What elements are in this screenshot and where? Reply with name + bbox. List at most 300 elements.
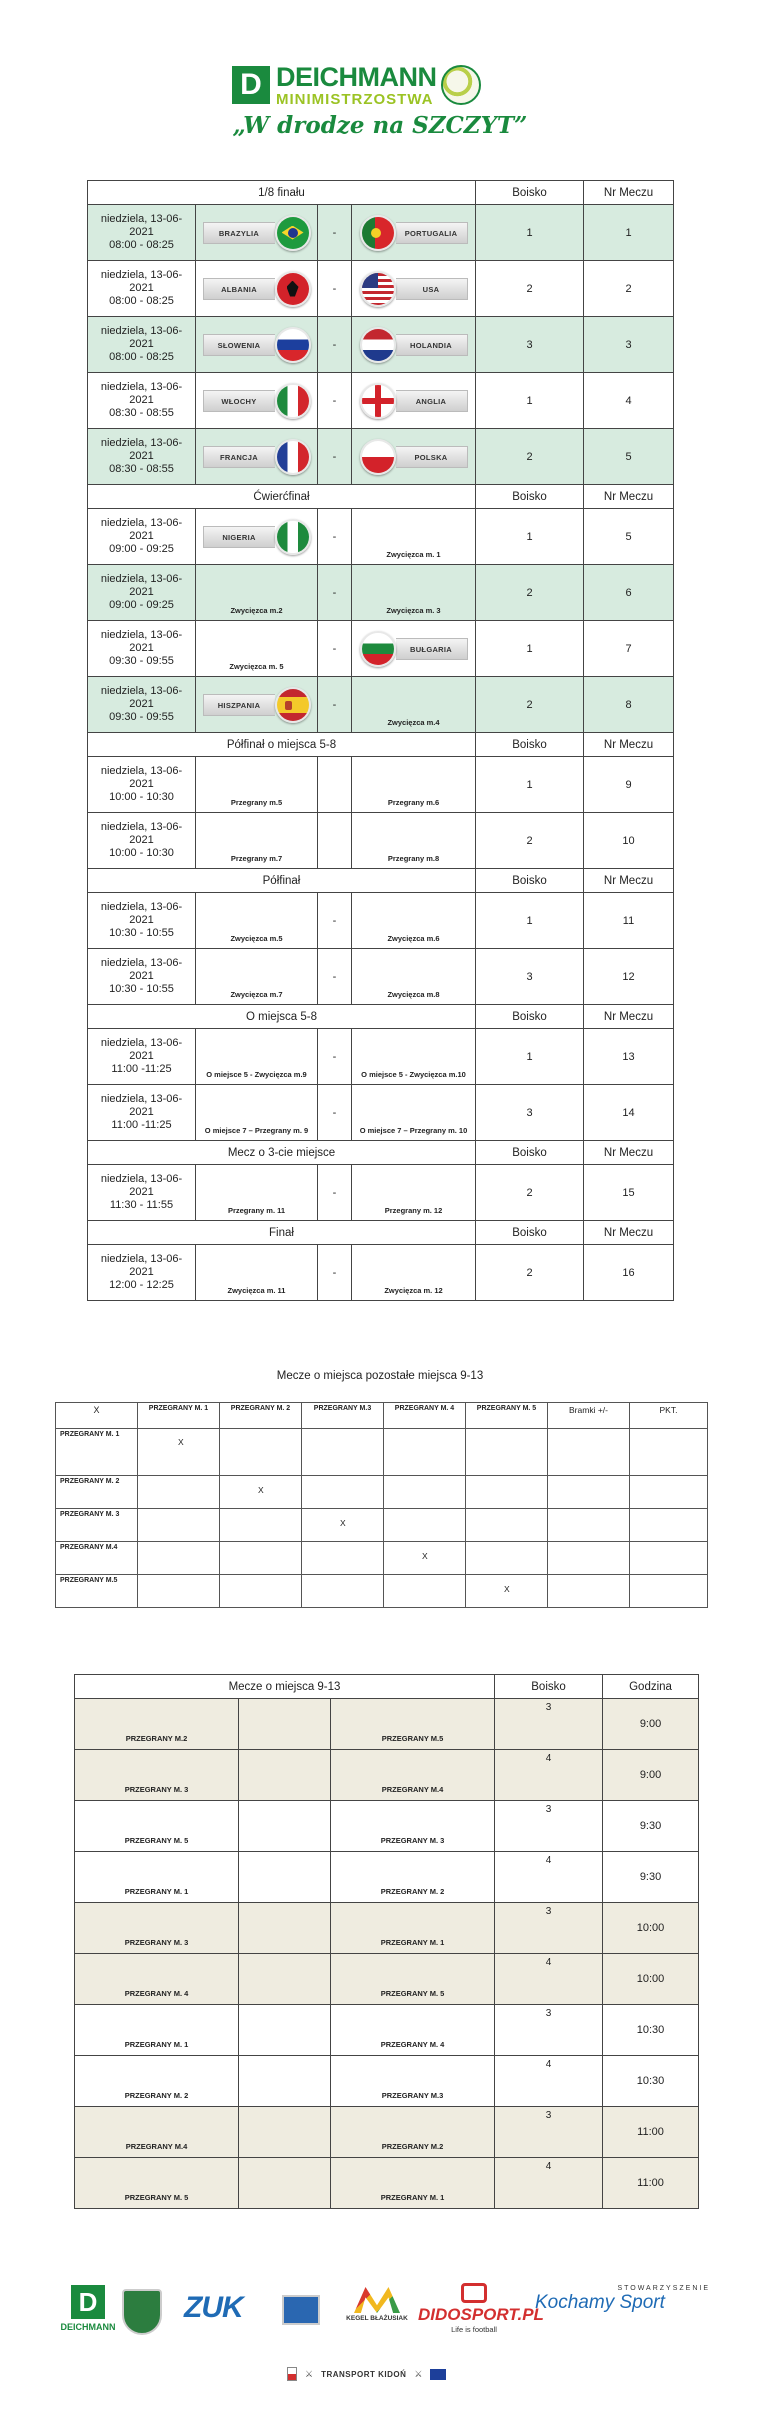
away-team-cell bbox=[352, 813, 476, 869]
placement-pitch: 3 bbox=[545, 1906, 552, 1917]
home-team-cell bbox=[196, 949, 318, 1005]
placement-pitch: 3 bbox=[545, 2110, 552, 2121]
match-number: 7 bbox=[584, 621, 674, 677]
match-day: niedziela, 13-06- bbox=[100, 957, 183, 969]
placement-pitch-cell bbox=[495, 1699, 603, 1750]
placement-home: PRZEGRANY M. 2 bbox=[124, 2091, 189, 2100]
home-team-name: HISZPANIA bbox=[203, 694, 275, 716]
away-team-cell bbox=[352, 565, 476, 621]
round-robin-row bbox=[56, 1542, 708, 1575]
placement-away-cell bbox=[331, 2005, 495, 2056]
home-placeholder: Zwycięzca m.2 bbox=[230, 606, 283, 615]
match-row bbox=[88, 565, 674, 621]
home-team-cell bbox=[196, 893, 318, 949]
match-number: 2 bbox=[584, 261, 674, 317]
match-row bbox=[88, 621, 674, 677]
match-day: niedziela, 13-06- bbox=[100, 1253, 183, 1265]
col-pitch-header: Boisko bbox=[476, 1005, 584, 1029]
away-team-name: USA bbox=[396, 278, 468, 300]
football-icon bbox=[441, 65, 481, 105]
bracket-table bbox=[87, 180, 674, 1301]
col-pitch-header: Boisko bbox=[476, 1141, 584, 1165]
match-day: niedziela, 13-06- bbox=[100, 213, 183, 225]
didosport-domain: .PL bbox=[517, 2305, 544, 2324]
round-robin-row bbox=[56, 1476, 708, 1509]
rr-cell bbox=[466, 1476, 548, 1509]
home-team-name: BRAZYLIA bbox=[203, 222, 275, 244]
kegel-label: KEGEL BŁAŻUSIAK bbox=[346, 2315, 408, 2322]
placement-time: 10:00 bbox=[603, 1903, 699, 1954]
match-year: 2021 bbox=[129, 338, 154, 350]
rr-cell bbox=[384, 1575, 466, 1608]
rr-cell bbox=[466, 1542, 548, 1575]
rr-cell-goals bbox=[548, 1429, 630, 1476]
placement-time: 10:00 bbox=[603, 1954, 699, 2005]
home-placeholder: Zwycięzca m.7 bbox=[230, 990, 283, 999]
match-number: 12 bbox=[584, 949, 674, 1005]
match-year: 2021 bbox=[129, 394, 154, 406]
versus-dash: - bbox=[318, 373, 352, 429]
col-match-header: Nr Meczu bbox=[584, 733, 674, 757]
placement-home-cell bbox=[75, 1699, 239, 1750]
club-crest-icon bbox=[122, 2289, 162, 2335]
placement-away: PRZEGRANY M. 1 bbox=[380, 1938, 445, 1947]
deichmann-mark: D bbox=[71, 2285, 105, 2319]
placement-pitch-cell bbox=[495, 1750, 603, 1801]
match-row bbox=[88, 677, 674, 733]
placement-time: 9:00 bbox=[603, 1699, 699, 1750]
match-year: 2021 bbox=[129, 1186, 154, 1198]
transport-label: TRANSPORT KIDOŃ bbox=[321, 2369, 407, 2379]
brand-letter: D bbox=[232, 66, 270, 104]
placement-pitch: 4 bbox=[545, 1957, 552, 1968]
round-robin-row bbox=[56, 1575, 708, 1608]
match-pitch: 1 bbox=[476, 1029, 584, 1085]
placement-away-cell bbox=[331, 1903, 495, 1954]
rr-col-team: PRZEGRANY M. 1 bbox=[138, 1403, 220, 1429]
placement-gap bbox=[239, 1852, 331, 1903]
match-day: niedziela, 13-06- bbox=[100, 437, 183, 449]
versus-dash: - bbox=[318, 261, 352, 317]
away-team-cell bbox=[352, 757, 476, 813]
placement-home-cell bbox=[75, 1750, 239, 1801]
match-pitch: 2 bbox=[476, 1165, 584, 1221]
away-team-cell bbox=[352, 893, 476, 949]
away-team bbox=[352, 317, 475, 372]
match-time: 10:30 - 10:55 bbox=[109, 927, 174, 939]
match-number: 6 bbox=[584, 565, 674, 621]
placement-col-pitch: Boisko bbox=[495, 1675, 603, 1699]
home-team-cell bbox=[196, 565, 318, 621]
portugal-flag-icon bbox=[360, 215, 396, 251]
col-pitch-header: Boisko bbox=[476, 1221, 584, 1245]
match-row bbox=[88, 1165, 674, 1221]
versus-dash: - bbox=[318, 205, 352, 261]
match-row bbox=[88, 1245, 674, 1301]
versus-dash bbox=[318, 757, 352, 813]
rr-cell-points bbox=[630, 1476, 708, 1509]
home-team-name: FRANCJA bbox=[203, 446, 275, 468]
kochamy-label: Kochamy Sport bbox=[535, 2292, 665, 2313]
match-day: niedziela, 13-06- bbox=[100, 325, 183, 337]
match-year: 2021 bbox=[129, 1106, 154, 1118]
placement-time: 9:30 bbox=[603, 1801, 699, 1852]
round-robin-row bbox=[56, 1429, 708, 1476]
didosport-name: DIDOSPORT bbox=[418, 2305, 518, 2324]
rr-cell-goals bbox=[548, 1509, 630, 1542]
match-row bbox=[88, 261, 674, 317]
match-pitch: 2 bbox=[476, 813, 584, 869]
rr-cell bbox=[220, 1575, 302, 1608]
home-placeholder: O miejsce 5 - Zwycięzca m.9 bbox=[206, 1070, 307, 1079]
match-time: 08:30 - 08:55 bbox=[109, 407, 174, 419]
versus-dash: - bbox=[318, 317, 352, 373]
rr-cell bbox=[302, 1575, 384, 1608]
home-placeholder: Zwycięzca m. 5 bbox=[229, 662, 284, 671]
placement-row bbox=[75, 1801, 699, 1852]
sponsor-club-crest bbox=[122, 2289, 162, 2335]
placement-pitch-cell bbox=[495, 2158, 603, 2209]
home-placeholder: Przegrany m. 11 bbox=[227, 1206, 286, 1215]
versus-dash: - bbox=[318, 509, 352, 565]
placement-away: PRZEGRANY M. 5 bbox=[380, 1989, 445, 1998]
slogan: „W drodze na SZCZYT” bbox=[232, 112, 528, 139]
rr-cell bbox=[220, 1509, 302, 1542]
versus-dash: - bbox=[318, 621, 352, 677]
match-pitch: 1 bbox=[476, 757, 584, 813]
placement-away-cell bbox=[331, 2107, 495, 2158]
didosport-label bbox=[418, 2305, 544, 2325]
brazil-flag-icon bbox=[275, 215, 311, 251]
placement-pitch-cell bbox=[495, 1903, 603, 1954]
rr-cell-goals bbox=[548, 1476, 630, 1509]
versus-dash: - bbox=[318, 1029, 352, 1085]
away-placeholder: O miejsce 5 - Zwycięzca m.10 bbox=[361, 1070, 466, 1079]
nigeria-flag-icon bbox=[275, 519, 311, 555]
match-pitch: 2 bbox=[476, 565, 584, 621]
away-placeholder: Przegrany m. 12 bbox=[384, 1206, 443, 1215]
placement-home: PRZEGRANY M. 1 bbox=[124, 2040, 189, 2049]
match-time: 12:00 - 12:25 bbox=[109, 1279, 174, 1291]
home-placeholder: Zwycięzca m. 11 bbox=[227, 1286, 286, 1295]
placement-away: PRZEGRANY M.4 bbox=[381, 1785, 444, 1794]
placement-away: PRZEGRANY M.5 bbox=[381, 1734, 444, 1743]
match-year: 2021 bbox=[129, 1050, 154, 1062]
match-year: 2021 bbox=[129, 282, 154, 294]
match-number: 1 bbox=[584, 205, 674, 261]
match-year: 2021 bbox=[129, 530, 154, 542]
section-title: Mecz o 3-cie miejsce bbox=[88, 1141, 476, 1165]
rr-cell bbox=[138, 1575, 220, 1608]
placement-pitch-cell bbox=[495, 2005, 603, 2056]
match-year: 2021 bbox=[129, 778, 154, 790]
home-team-cell bbox=[196, 509, 318, 565]
match-pitch: 1 bbox=[476, 893, 584, 949]
albania-flag-icon bbox=[275, 271, 311, 307]
sponsor-zuk: ZUK bbox=[184, 2291, 243, 2324]
match-time: 09:30 - 09:55 bbox=[109, 655, 174, 667]
match-row bbox=[88, 757, 674, 813]
rr-cell-points bbox=[630, 1542, 708, 1575]
home-team-name: SŁOWENIA bbox=[203, 334, 275, 356]
bulgaria-flag-icon bbox=[360, 631, 396, 667]
match-pitch: 1 bbox=[476, 205, 584, 261]
rr-cell-blocked: X bbox=[466, 1575, 548, 1608]
home-team-cell bbox=[196, 1245, 318, 1301]
placement-away: PRZEGRANY M. 4 bbox=[380, 2040, 445, 2049]
match-date bbox=[88, 677, 196, 733]
rr-cell bbox=[302, 1429, 384, 1476]
rr-cell-goals bbox=[548, 1542, 630, 1575]
match-pitch: 2 bbox=[476, 429, 584, 485]
away-team-cell bbox=[352, 317, 476, 373]
col-match-header: Nr Meczu bbox=[584, 1005, 674, 1029]
match-row bbox=[88, 1085, 674, 1141]
home-team bbox=[196, 317, 317, 372]
section-title: O miejsca 5-8 bbox=[88, 1005, 476, 1029]
eu-flag-icon bbox=[430, 2369, 446, 2380]
col-pitch-header: Boisko bbox=[476, 869, 584, 893]
match-pitch: 2 bbox=[476, 677, 584, 733]
match-time: 08:00 - 08:25 bbox=[109, 239, 174, 251]
placement-away: PRZEGRANY M.2 bbox=[381, 2142, 444, 2151]
match-day: niedziela, 13-06- bbox=[100, 765, 183, 777]
home-team-name: ALBANIA bbox=[203, 278, 275, 300]
placement-home-cell bbox=[75, 1903, 239, 1954]
placement-header bbox=[75, 1675, 699, 1699]
placement-col-time: Godzina bbox=[603, 1675, 699, 1699]
kochamy-top: STOWARZYSZENIE bbox=[617, 2285, 710, 2292]
match-number: 3 bbox=[584, 317, 674, 373]
placement-away: PRZEGRANY M. 3 bbox=[380, 1836, 445, 1845]
away-placeholder: Przegrany m.6 bbox=[387, 798, 440, 807]
match-day: niedziela, 13-06- bbox=[100, 685, 183, 697]
rr-row-team: PRZEGRANY M. 1 bbox=[56, 1429, 138, 1476]
away-team bbox=[352, 429, 475, 484]
placement-home-cell bbox=[75, 2107, 239, 2158]
versus-dash: - bbox=[318, 1165, 352, 1221]
rr-row-team: PRZEGRANY M.5 bbox=[56, 1575, 138, 1608]
section-title: Półfinał bbox=[88, 869, 476, 893]
match-number: 9 bbox=[584, 757, 674, 813]
placement-away-cell bbox=[331, 2056, 495, 2107]
didosport-icon bbox=[461, 2283, 487, 2303]
placement-row bbox=[75, 1699, 699, 1750]
col-pitch-header: Boisko bbox=[476, 485, 584, 509]
match-number: 13 bbox=[584, 1029, 674, 1085]
away-team-cell bbox=[352, 1245, 476, 1301]
rr-row-team: PRZEGRANY M.4 bbox=[56, 1542, 138, 1575]
placement-pitch-cell bbox=[495, 1852, 603, 1903]
placement-pitch-cell bbox=[495, 2107, 603, 2158]
match-date bbox=[88, 373, 196, 429]
deichmann-label: DEICHMANN bbox=[60, 2322, 116, 2332]
rr-cell bbox=[220, 1542, 302, 1575]
match-time: 09:00 - 09:25 bbox=[109, 543, 174, 555]
section-header-row bbox=[88, 733, 674, 757]
match-number: 16 bbox=[584, 1245, 674, 1301]
rr-col-points: PKT. bbox=[630, 1403, 708, 1429]
versus-dash: - bbox=[318, 1245, 352, 1301]
rr-cell-blocked: X bbox=[384, 1542, 466, 1575]
match-day: niedziela, 13-06- bbox=[100, 1037, 183, 1049]
versus-dash: - bbox=[318, 1085, 352, 1141]
match-year: 2021 bbox=[129, 586, 154, 598]
match-day: niedziela, 13-06- bbox=[100, 381, 183, 393]
sponsor-kochamy-sport bbox=[535, 2285, 710, 2314]
placement-home: PRZEGRANY M. 1 bbox=[124, 1887, 189, 1896]
didosport-tagline: Life is football bbox=[451, 2325, 497, 2334]
col-pitch-header: Boisko bbox=[476, 733, 584, 757]
home-team-cell bbox=[196, 317, 318, 373]
match-date bbox=[88, 621, 196, 677]
rr-cell bbox=[138, 1542, 220, 1575]
match-day: niedziela, 13-06- bbox=[100, 629, 183, 641]
away-team-name: PORTUGALIA bbox=[396, 222, 468, 244]
match-pitch: 1 bbox=[476, 509, 584, 565]
away-team-name: ANGLIA bbox=[396, 390, 468, 412]
away-team bbox=[352, 261, 475, 316]
england-flag-icon bbox=[360, 383, 396, 419]
match-pitch: 1 bbox=[476, 373, 584, 429]
placement-home: PRZEGRANY M. 3 bbox=[124, 1938, 189, 1947]
away-team-cell bbox=[352, 205, 476, 261]
placement-pitch: 4 bbox=[545, 1855, 552, 1866]
sponsor-didosport bbox=[418, 2283, 544, 2334]
match-date bbox=[88, 1029, 196, 1085]
match-number: 14 bbox=[584, 1085, 674, 1141]
away-team-cell bbox=[352, 621, 476, 677]
match-year: 2021 bbox=[129, 970, 154, 982]
round-robin-title: Mecze o miejsca pozostałe miejsca 9-13 bbox=[276, 1370, 484, 1382]
home-team bbox=[196, 261, 317, 316]
away-placeholder: Zwycięzca m. 12 bbox=[384, 1286, 443, 1295]
match-day: niedziela, 13-06- bbox=[100, 901, 183, 913]
match-row bbox=[88, 1029, 674, 1085]
match-time: 08:00 - 08:25 bbox=[109, 295, 174, 307]
match-pitch: 2 bbox=[476, 261, 584, 317]
match-time: 10:00 - 10:30 bbox=[109, 791, 174, 803]
placement-home-cell bbox=[75, 1801, 239, 1852]
versus-dash: - bbox=[318, 677, 352, 733]
match-day: niedziela, 13-06- bbox=[100, 517, 183, 529]
home-placeholder: Przegrany m.7 bbox=[230, 854, 283, 863]
match-number: 8 bbox=[584, 677, 674, 733]
placement-away-cell bbox=[331, 1954, 495, 2005]
placement-row bbox=[75, 2056, 699, 2107]
usa-flag-icon bbox=[360, 271, 396, 307]
section-header-row bbox=[88, 1005, 674, 1029]
home-team bbox=[196, 677, 317, 732]
placement-away: PRZEGRANY M.3 bbox=[381, 2091, 444, 2100]
placement-gap bbox=[239, 2158, 331, 2209]
placement-time: 10:30 bbox=[603, 2005, 699, 2056]
spain-flag-icon bbox=[275, 687, 311, 723]
section-title: Półfinał o miejsca 5-8 bbox=[88, 733, 476, 757]
placement-away: PRZEGRANY M. 2 bbox=[380, 1887, 445, 1896]
match-number: 4 bbox=[584, 373, 674, 429]
rr-cell bbox=[138, 1509, 220, 1542]
versus-dash: - bbox=[318, 949, 352, 1005]
placement-time: 11:00 bbox=[603, 2158, 699, 2209]
placement-pitch: 3 bbox=[545, 2008, 552, 2019]
match-time: 11:30 - 11:55 bbox=[109, 1199, 174, 1211]
away-placeholder: Zwycięzca m.6 bbox=[387, 934, 440, 943]
match-row bbox=[88, 509, 674, 565]
match-number: 5 bbox=[584, 429, 674, 485]
home-team-cell bbox=[196, 373, 318, 429]
home-team-name: NIGERIA bbox=[203, 526, 275, 548]
rr-cell-points bbox=[630, 1575, 708, 1608]
placement-home-cell bbox=[75, 2005, 239, 2056]
match-pitch: 3 bbox=[476, 1085, 584, 1141]
placement-home: PRZEGRANY M. 5 bbox=[124, 2193, 189, 2202]
header bbox=[0, 52, 760, 142]
placement-pitch-cell bbox=[495, 1801, 603, 1852]
placement-away-cell bbox=[331, 1699, 495, 1750]
col-match-header: Nr Meczu bbox=[584, 869, 674, 893]
match-day: niedziela, 13-06- bbox=[100, 1173, 183, 1185]
placement-table bbox=[74, 1674, 699, 2209]
placement-away-cell bbox=[331, 2158, 495, 2209]
home-team bbox=[196, 373, 317, 428]
away-placeholder: Zwycięzca m.4 bbox=[387, 718, 440, 727]
corner-cell: X bbox=[56, 1403, 138, 1429]
match-row bbox=[88, 373, 674, 429]
home-team-cell bbox=[196, 429, 318, 485]
placement-time: 9:00 bbox=[603, 1750, 699, 1801]
placement-pitch: 4 bbox=[545, 2161, 552, 2172]
placement-row bbox=[75, 1852, 699, 1903]
placement-home-cell bbox=[75, 1954, 239, 2005]
rr-cell-blocked: X bbox=[138, 1429, 220, 1476]
away-placeholder: Zwycięzca m. 1 bbox=[386, 550, 441, 559]
match-date bbox=[88, 565, 196, 621]
placement-row bbox=[75, 2107, 699, 2158]
versus-dash: - bbox=[318, 565, 352, 621]
home-team-cell bbox=[196, 813, 318, 869]
match-row bbox=[88, 893, 674, 949]
section-header-row bbox=[88, 181, 674, 205]
placement-home: PRZEGRANY M.2 bbox=[125, 1734, 188, 1743]
placement-title: Mecze o miejsca 9-13 bbox=[75, 1675, 495, 1699]
placement-home-cell bbox=[75, 2056, 239, 2107]
match-date bbox=[88, 813, 196, 869]
match-date bbox=[88, 317, 196, 373]
match-day: niedziela, 13-06- bbox=[100, 1093, 183, 1105]
match-date bbox=[88, 429, 196, 485]
rr-cell-goals bbox=[548, 1575, 630, 1608]
rr-cell-points bbox=[630, 1509, 708, 1542]
match-date bbox=[88, 757, 196, 813]
match-date bbox=[88, 509, 196, 565]
car-icon: ⚔ bbox=[305, 2368, 314, 2379]
away-team-cell bbox=[352, 1165, 476, 1221]
home-team bbox=[196, 509, 317, 564]
placement-pitch: 4 bbox=[545, 1753, 552, 1764]
match-pitch: 3 bbox=[476, 317, 584, 373]
small-sponsors bbox=[287, 2367, 446, 2381]
col-pitch-header: Boisko bbox=[476, 181, 584, 205]
rr-cell-points bbox=[630, 1429, 708, 1476]
versus-dash: - bbox=[318, 429, 352, 485]
home-team-cell bbox=[196, 1085, 318, 1141]
away-placeholder: O miejsce 7 – Przegrany m. 10 bbox=[359, 1126, 468, 1135]
placement-pitch: 3 bbox=[545, 1702, 552, 1713]
rr-cell bbox=[302, 1542, 384, 1575]
sponsor-box bbox=[282, 2295, 320, 2325]
rr-row-team: PRZEGRANY M. 3 bbox=[56, 1509, 138, 1542]
